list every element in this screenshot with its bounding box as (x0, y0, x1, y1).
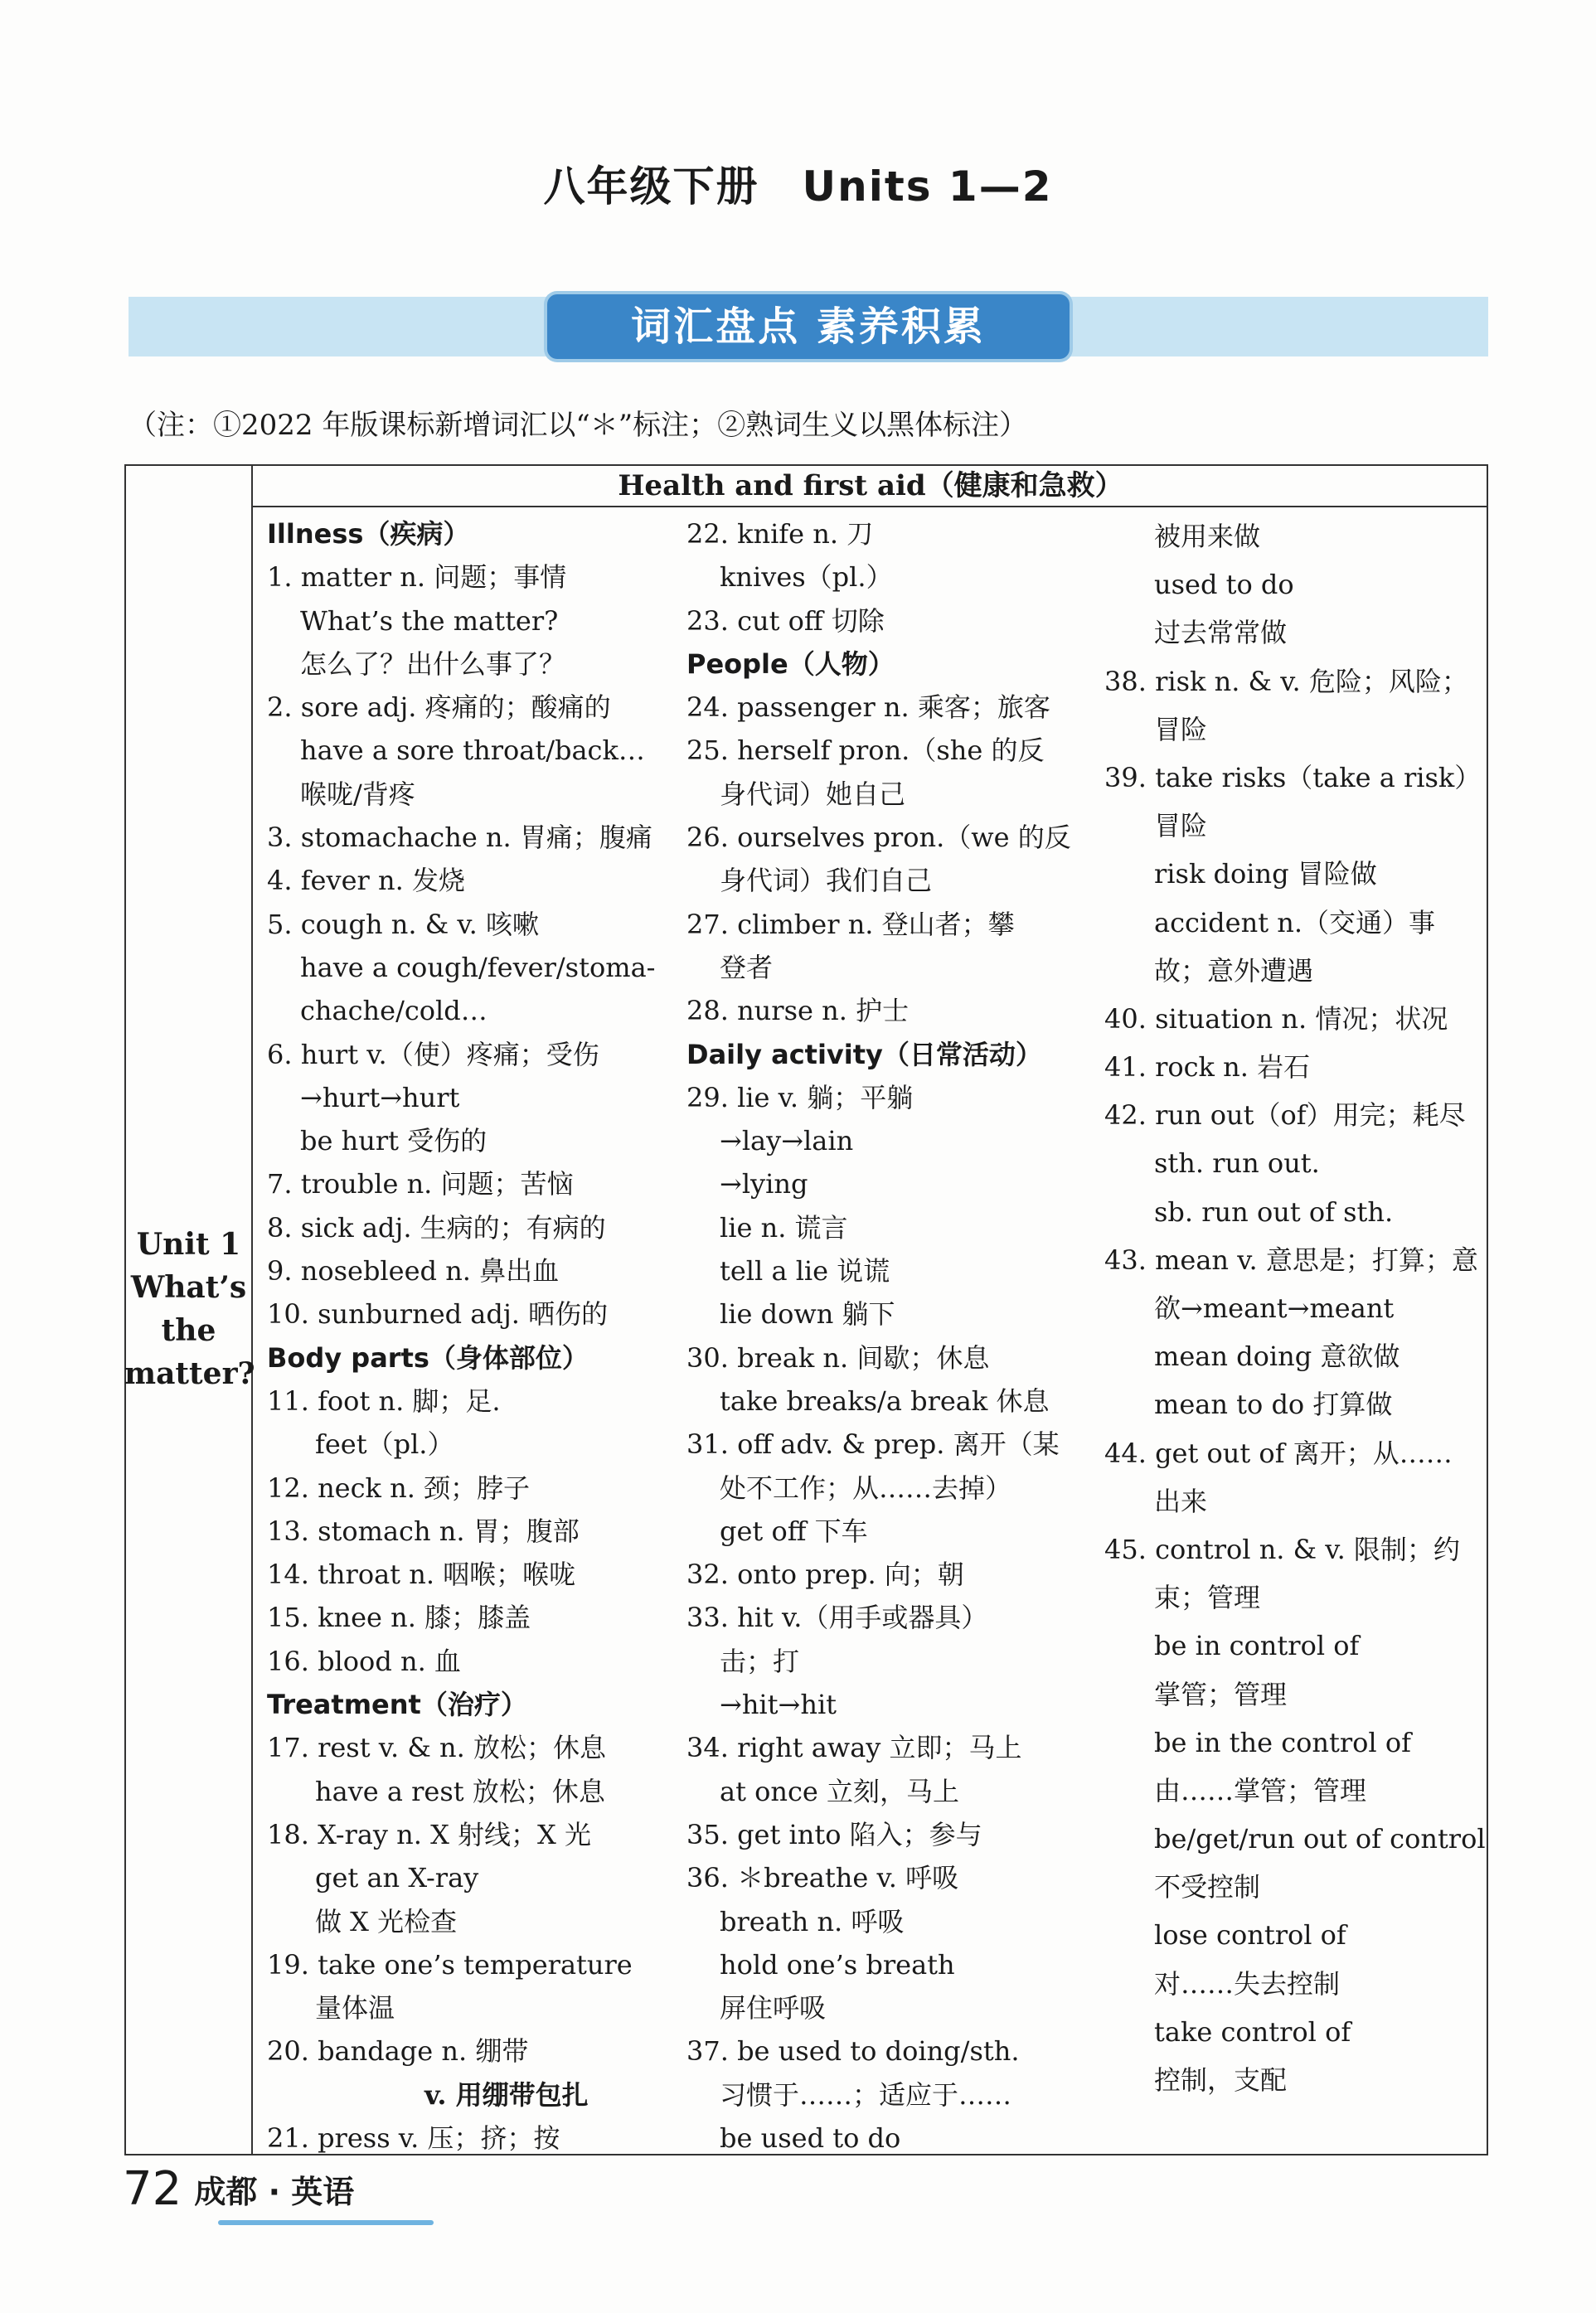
vocab-line: mean to do 打算做 (1154, 1389, 1393, 1421)
vocab-line: 喉咙/背疼 (300, 778, 415, 810)
vocab-line: 由……掌管；管理 (1154, 1774, 1367, 1806)
vocab-line: 40. situation n. 情况；状况 (1104, 1002, 1448, 1035)
section-heading: Body parts（身体部位） (267, 1341, 589, 1374)
vocab-line: 8. sick adj. 生病的；有病的 (267, 1211, 606, 1244)
vocab-line: 6. hurt v.（使）疼痛；受伤 (267, 1038, 599, 1070)
vocab-line: 身代词）我们自己 (720, 865, 933, 897)
vocab-line: 7. trouble n. 问题；苦恼 (267, 1168, 574, 1200)
vocab-line: 43. mean v. 意思是；打算；意 (1104, 1244, 1478, 1276)
vocab-line: 41. rock n. 岩石 (1104, 1051, 1311, 1084)
vocab-line: 9. nosebleed n. 鼻出血 (267, 1255, 560, 1287)
vocab-line: 怎么了？出什么事了？ (300, 647, 566, 680)
section-heading: Illness（疾病） (267, 518, 470, 550)
vocab-line: 39. take risks（take a risk） (1104, 761, 1482, 793)
vocab-line: 掌管；管理 (1154, 1678, 1288, 1710)
vocab-line: knives（pl.） (720, 561, 893, 594)
vocab-line: 12. neck n. 颈；脖子 (267, 1472, 531, 1504)
vocab-line: have a rest 放松；休息 (315, 1775, 605, 1807)
vocab-line: 过去常常做 (1154, 617, 1288, 649)
vocab-column-3 (1104, 512, 1486, 2104)
page-number: 72 (123, 2162, 182, 2216)
vocab-line: 10. sunburned adj. 晒伤的 (267, 1298, 609, 1331)
vocab-line: 27. climber n. 登山者；攀 (686, 908, 1015, 940)
vocab-line: 13. stomach n. 胃；腹部 (267, 1515, 580, 1547)
section-heading: Treatment（治疗） (267, 1689, 527, 1721)
vocab-line: 1. matter n. 问题；事情 (267, 561, 567, 594)
vocab-line: 36. ＊breathe v. 呼吸 (686, 1862, 959, 1894)
vocab-line: chache/cold… (300, 995, 488, 1027)
vocab-line: have a sore throat/back… (300, 735, 645, 767)
vocab-line: take control of (1154, 2015, 1351, 2048)
vocab-line: 处不工作；从……去掉） (720, 1472, 1012, 1504)
vocab-line: 35. get into 陷入；参与 (686, 1818, 982, 1850)
vocab-line: 出来 (1154, 1485, 1208, 1517)
vocab-line: accident n.（交通）事 (1154, 906, 1436, 938)
section-banner: 词汇盘点 素养积累 (547, 294, 1070, 359)
vocab-line: feet（pl.） (315, 1428, 454, 1461)
vocab-line: 34. right away 立即；马上 (686, 1732, 1022, 1764)
vocab-line: 做 X 光检查 (315, 1905, 458, 1937)
vocab-line: 32. onto prep. 向；朝 (686, 1559, 964, 1591)
vocab-line: get an X-ray (315, 1862, 479, 1894)
vocab-line: breath n. 呼吸 (720, 1905, 905, 1937)
vocab-line: be/get/run out of control (1154, 1823, 1486, 1855)
vocab-line: 18. X-ray n. X 射线；X 光 (267, 1818, 592, 1850)
section-heading: People（人物） (686, 647, 895, 680)
vocab-line: 对……失去控制 (1154, 1967, 1341, 2000)
vocab-column-1 (267, 512, 657, 2160)
vocab-line: 22. knife n. 刀 (686, 518, 874, 550)
vocab-line: 屏住呼吸 (720, 1992, 827, 2024)
vocab-line: 冒险 (1154, 810, 1208, 842)
vocab-line: 19. take one’s temperature (267, 1948, 633, 1981)
vocab-column-2 (686, 512, 1076, 2160)
section-heading: Daily activity（日常活动） (686, 1038, 1042, 1070)
vocab-line: tell a lie 说谎 (720, 1255, 890, 1287)
vocab-line: lie down 躺下 (720, 1298, 895, 1331)
vocab-line: 28. nurse n. 护士 (686, 995, 910, 1027)
vocab-line: →lay→lain (720, 1125, 854, 1157)
vocab-line: 冒险 (1154, 713, 1208, 745)
vocab-line: 26. ourselves pron.（we 的反 (686, 822, 1071, 854)
vocab-line: 20. bandage n. 绷带 (267, 2035, 529, 2068)
vocab-line: 登者 (720, 951, 774, 983)
footer (123, 2162, 354, 2216)
vocab-line: 2. sore adj. 疼痛的；酸痛的 (267, 691, 611, 724)
footer-underline (218, 2220, 434, 2225)
vocab-line: lose control of (1154, 1919, 1346, 1952)
vocab-line: 24. passenger n. 乘客；旅客 (686, 691, 1050, 724)
vocab-line: 4. fever n. 发烧 (267, 865, 465, 897)
vocab-line: 29. lie v. 躺；平躺 (686, 1081, 914, 1113)
vocab-line: 被用来做 (1154, 521, 1261, 552)
vocab-line: 不受控制 (1154, 1871, 1261, 1903)
vocab-line: What’s the matter? (300, 604, 559, 637)
vocab-line: lie n. 谎言 (720, 1211, 848, 1244)
vocab-line: 16. blood n. 血 (267, 1645, 461, 1677)
vocab-line: 30. break n. 间歇；休息 (686, 1341, 990, 1374)
vocab-line: sth. run out. (1154, 1147, 1320, 1180)
vocab-line: 42. run out（of）用完；耗尽 (1104, 1099, 1466, 1132)
vocab-line: →hit→hit (720, 1689, 837, 1721)
table-header: Health and first aid（健康和急救） (253, 464, 1488, 507)
vocab-line: 33. hit v.（用手或器具） (686, 1602, 988, 1634)
unit-label: Unit 1 What’s the matter? (124, 1227, 255, 1391)
footer-label: 成都 · 英语 (194, 2174, 355, 2210)
vocab-line: hold one’s breath (720, 1948, 955, 1981)
vocab-line: 11. foot n. 脚；足. (267, 1384, 501, 1417)
vocab-line: 束；管理 (1154, 1582, 1261, 1614)
vocab-line: 欲→meant→meant (1154, 1292, 1395, 1324)
page-title: 八年级下册 Units 1—2 (543, 162, 1053, 211)
vocab-line: be used to do (720, 2121, 901, 2154)
vocab-line: 3. stomachache n. 胃痛；腹痛 (267, 822, 652, 854)
vocab-line: used to do (1154, 569, 1294, 601)
vocab-line: 14. throat n. 咽喉；喉咙 (267, 1559, 576, 1591)
vocab-line: get off 下车 (720, 1515, 868, 1547)
vocab-line: 45. control n. & v. 限制；约 (1104, 1533, 1460, 1565)
vocab-line: 37. be used to doing/sth. (686, 2035, 1020, 2068)
vocab-line: be in control of (1154, 1630, 1360, 1662)
vocab-line: 控制，支配 (1154, 2064, 1288, 2096)
vocab-line: 44. get out of 离开；从…… (1104, 1437, 1453, 1469)
vocab-line: be hurt 受伤的 (300, 1125, 488, 1157)
vocab-line: sb. run out of sth. (1154, 1195, 1394, 1228)
vocab-line: take breaks/a break 休息 (720, 1384, 1050, 1417)
vocab-line: 击；打 (720, 1645, 800, 1677)
vocab-line: 31. off adv. & prep. 离开（某 (686, 1428, 1060, 1461)
vocab-line: 习惯于……；适应于…… (720, 2078, 1012, 2111)
vocab-line: 25. herself pron.（she 的反 (686, 735, 1045, 767)
vocab-line: risk doing 冒险做 (1154, 858, 1377, 890)
vocab-line: have a cough/fever/stoma- (300, 951, 656, 983)
vocab-line: 量体温 (315, 1992, 395, 2024)
vocab-line: 15. knee n. 膝；膝盖 (267, 1602, 531, 1634)
vocab-line: 故；意外遭遇 (1154, 954, 1314, 987)
vocab-line: be in the control of (1154, 1726, 1411, 1758)
vocab-line: 17. rest v. & n. 放松；休息 (267, 1732, 606, 1764)
note: （注：①2022 年版课标新增词汇以“＊”标注；②熟词生义以黑体标注） (129, 409, 1028, 442)
vocab-line: 身代词）她自己 (720, 778, 906, 810)
vocab-line: 23. cut off 切除 (686, 604, 885, 637)
vocab-line: at once 立刻，马上 (720, 1775, 960, 1807)
vocab-line: mean doing 意欲做 (1154, 1341, 1400, 1373)
vocab-line: →hurt→hurt (300, 1081, 460, 1113)
vocab-line: →lying (720, 1168, 808, 1200)
vocab-line: 38. risk n. & v. 危险；风险； (1104, 665, 1468, 697)
vocab-line: 21. press v. 压；挤；按 (267, 2121, 560, 2154)
vocab-line: v. 用绷带包扎 (424, 2078, 589, 2111)
vocab-line: 5. cough n. & v. 咳嗽 (267, 908, 540, 940)
